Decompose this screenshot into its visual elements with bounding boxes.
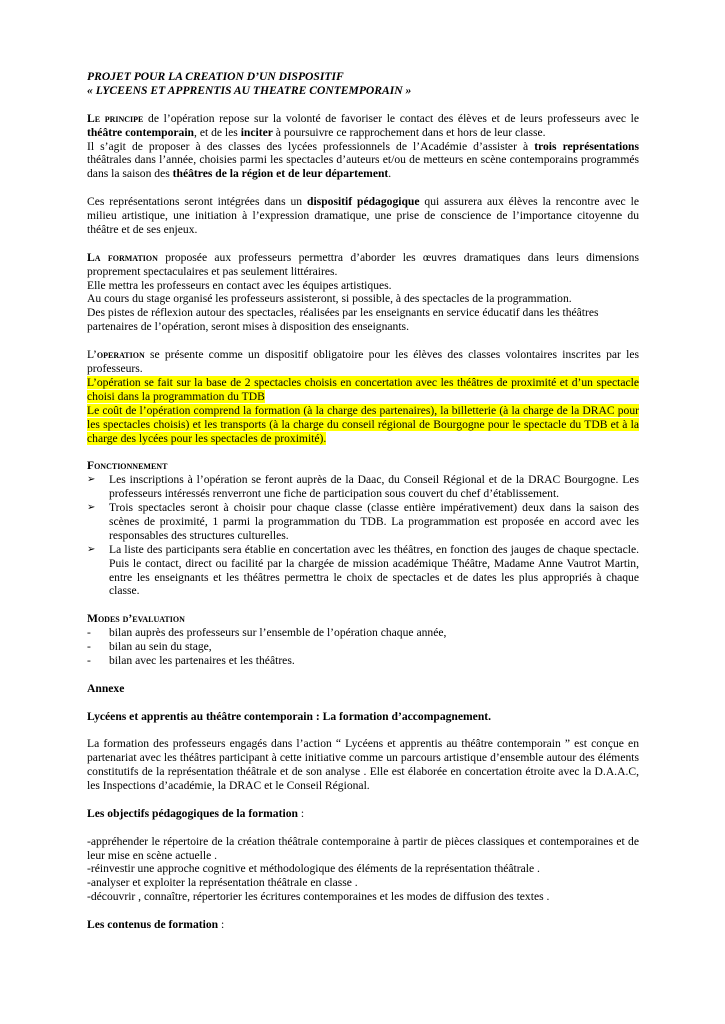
annexe-subheading: Lycéens et apprentis au théâtre contemporain : La formation d’accompagnement. bbox=[87, 709, 492, 723]
list-item: - bilan auprès des professeurs sur l’ensemble de l’opération chaque année, bbox=[87, 626, 447, 640]
evaluation-list bbox=[87, 626, 639, 668]
list-item: ➢ Trois spectacles seront à choisir pour chaque classe (classe entière impérativement) deux dans la saison des scènes de proximité, 1 parmi la programmation du TDB. La programmation est proposée en accord avec les responsables des structures culturelles. bbox=[87, 501, 639, 542]
fonctionnement-heading: Fonctionnement bbox=[87, 459, 168, 473]
formation-line-4: Des pistes de réflexion autour des spectacles, réalisées par les enseignants en service éducatif dans les théâtres partenaires de l’opération, seront mises à disposition des enseignants. bbox=[87, 306, 599, 334]
objectif-item: -appréhender le répertoire de la création théâtrale contemporaine à partir de pièces classiques et contemporaines et de leur mise en scène actuelle . bbox=[87, 834, 639, 862]
objectifs-heading: Les objectifs pédagogiques de la formation : bbox=[87, 806, 305, 820]
annexe-heading: Annexe bbox=[87, 681, 125, 695]
operation-paragraph: L’operation se présente comme un dispositif obligatoire pour les élèves des classes volontaires inscrites par les professeurs. bbox=[87, 348, 639, 375]
formation-label: La formation bbox=[87, 250, 158, 264]
list-item: ➢ Les inscriptions à l’opération se feront auprès de la Daac, du Conseil Régional et de la DRAC Bourgogne. Les professeurs intéressés renverront une fiche de participation sous couvert du chef d’établissement. bbox=[87, 473, 639, 501]
operation-label: operation bbox=[96, 348, 145, 362]
operation-highlight-1: L’opération se fait sur la base de 2 spectacles choisis en concertation avec les théâtres de proximité et d’un spectacle choisi dans la programmation du TDB bbox=[87, 375, 639, 403]
objectif-item: -découvrir , connaître, répertorier les écritures contemporaines et les modes de diffusion des textes . bbox=[87, 890, 550, 904]
objectif-item: -réinvestir une approche cognitive et méthodologique des éléments de la représentation théâtrale . bbox=[87, 862, 540, 876]
list-item: - bilan avec les partenaires et les théâtres. bbox=[87, 653, 295, 667]
contenus-heading: Les contenus de formation : bbox=[87, 918, 225, 932]
principe-paragraph-2: Il s’agit de proposer à des classes des lycées professionnels de l’Académie d’assister à trois représentations théâtrales dans l’année, choisies parmi les spectacles d’auteurs et/ou de metteurs en scène contemporains programmés dans la saison des théâtres de la région et de leur département. bbox=[87, 139, 639, 181]
operation-highlight-2: Le coût de l’opération comprend la formation (à la charge des partenaires), la billetterie (à la charge de la DRAC pour les spectacles choisis) et les transports (à la charge du conseil régional de Bourgogne pour le spectacle du TDB et à la charge des lycées pour les spectacles de proximité). bbox=[87, 403, 639, 445]
document-page bbox=[87, 70, 639, 932]
principe-label: Le principe bbox=[87, 111, 144, 125]
formation-line-2: Elle mettra les professeurs en contact avec les équipes artistiques. bbox=[87, 278, 392, 292]
principe-paragraph-3: Ces représentations seront intégrées dans un dispositif pédagogique qui assurera aux élèves la rencontre avec le milieu artistique, une initiation à l’expression dramatique, une prise de conscience de l’importance citoyenne du théâtre et de ses enjeux. bbox=[87, 195, 639, 236]
document-title-line2: « LYCEENS ET APPRENTIS AU THEATRE CONTEMPORAIN » bbox=[87, 83, 412, 97]
list-item: - bilan au sein du stage, bbox=[87, 640, 212, 654]
evaluation-heading: Modes d’evaluation bbox=[87, 612, 185, 626]
formation-paragraph: La formation proposée aux professeurs permettra d’aborder les œuvres dramatiques dans leurs dimensions proprement spectaculaires et pas seulement littéraires. bbox=[87, 250, 639, 278]
arrow-bullet-icon: ➢ bbox=[87, 474, 96, 486]
arrow-bullet-icon: ➢ bbox=[87, 502, 96, 514]
fonctionnement-list bbox=[87, 473, 639, 598]
annexe-paragraph: La formation des professeurs engagés dans l’action “ Lycéens et apprentis au théâtre contemporain ” est conçue en partenariat avec les théâtres participant à cette initiative comme un parcours artistique d’ensemble autour des éléments constitutifs de la représentation théâtrale et de son analyse . Elle est élaborée en concertation étroite avec la D.A.A.C, les Inspections d’académie, la DRAC et le Conseil Régional. bbox=[87, 737, 639, 793]
principe-paragraph: Le principe de l’opération repose sur la volonté de favoriser le contact des élèves et de leurs professeurs avec le théâtre contemporain, et de les inciter à poursuivre ce rapprochement dans et hors de leur classe. bbox=[87, 111, 640, 139]
formation-line-3: Au cours du stage organisé les professeurs assisteront, si possible, à des spectacles de la programmation. bbox=[87, 292, 572, 306]
objectif-item: -analyser et exploiter la représentation théâtrale en classe . bbox=[87, 876, 358, 890]
arrow-bullet-icon: ➢ bbox=[87, 543, 96, 555]
document-title-line1: PROJET POUR LA CREATION D’UN DISPOSITIF bbox=[87, 70, 344, 83]
list-item: ➢ La liste des participants sera établie en concertation avec les théâtres, en fonction des jauges de chaque spectacle. Puis le contact, direct ou facilité par la chargée de mission académique Théâtre, Madame Anne Vautrot Martin, entre les enseignants et les théâtres permettra le choix de spectacles et de dates les plus appropriés à chaque classe. bbox=[87, 542, 639, 598]
